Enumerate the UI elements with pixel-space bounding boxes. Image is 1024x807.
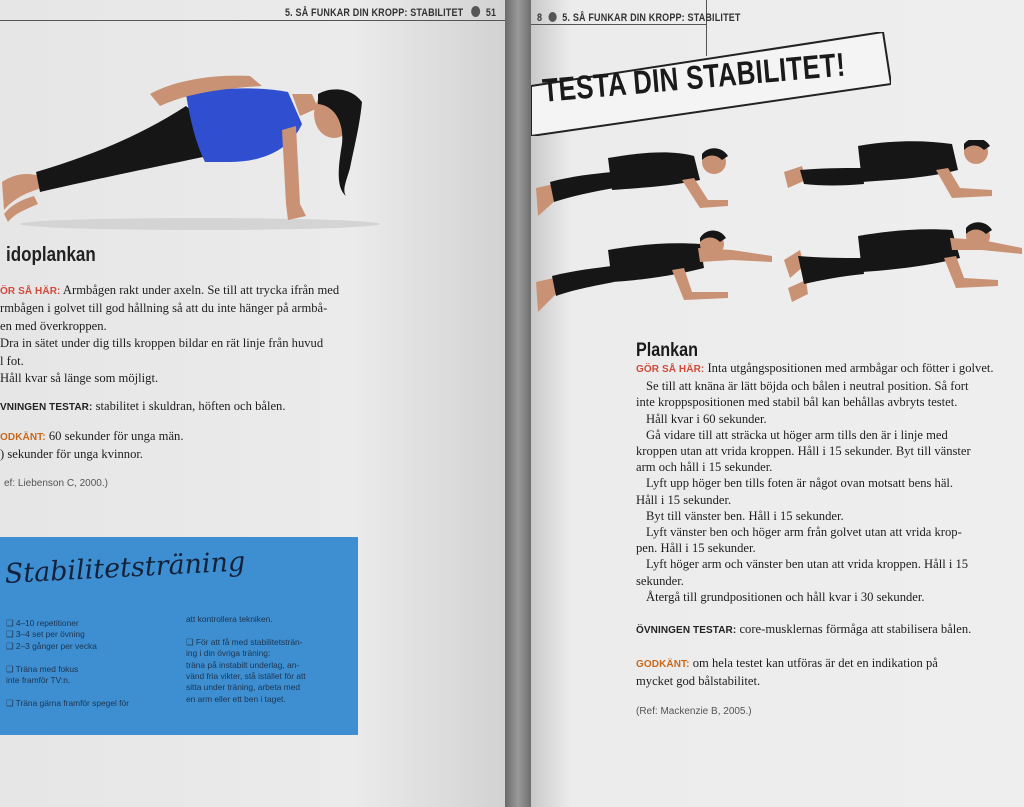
plank-figure-3	[784, 140, 992, 198]
approved-text: om hela testet kan utföras är det en indikation på	[692, 656, 938, 671]
tip-line	[186, 625, 306, 636]
how-label: GÖR SÅ HÄR:	[636, 364, 705, 375]
tip-line	[6, 652, 129, 663]
instruction-text: Inta utgångspositionen med armbågar och fötter i golvet.	[707, 361, 994, 375]
instruction-line: Byt till vänster ben. Håll i 15 sekunder.	[646, 508, 844, 523]
tip-line: ❑ 4–10 repetitioner	[6, 618, 79, 628]
running-head-right	[537, 12, 741, 24]
globe-icon	[548, 12, 556, 22]
exercise-title: Plankan	[636, 340, 698, 361]
exercise-title: idoplankan	[6, 244, 96, 266]
box-title: Stabilitetsträning	[4, 546, 247, 590]
tip-line: inte framför TV:n.	[6, 675, 71, 686]
instruction-line: Se till att knäna är lätt böjda och bålen i neutral position. Så fort	[646, 379, 969, 394]
approved-text-2: ) sekunder för unga kvinnor.	[0, 447, 144, 462]
tip-line	[6, 686, 129, 697]
tip-line: att kontrollera tekniken.	[186, 614, 273, 624]
side-plank-photo	[0, 64, 380, 234]
instructions-block	[0, 282, 339, 387]
tip-line: ❑ Träna med fokus	[6, 663, 79, 674]
instruction-line: rmbågen i golvet till god hållning så att du inte hänger på armbå-	[0, 301, 328, 316]
book-gutter	[505, 0, 531, 807]
header-rule	[531, 24, 706, 25]
running-head-left	[285, 6, 496, 19]
tests-text: stabilitet i skuldran, höften och bålen.	[95, 399, 286, 413]
running-head-text: 5. SÅ FUNKAR DIN KROPP: STABILITET	[562, 12, 741, 24]
tip-line: träna på instabilt underlag, an-	[186, 659, 300, 670]
header-rule	[0, 20, 505, 21]
how-label: ÖR SÅ HÄR:	[0, 286, 61, 297]
instruction-line: Lyft höger arm och vänster ben utan att vrida kroppen. Håll i 15	[646, 557, 969, 572]
instruction-line: Håll kvar i 60 sekunder.	[646, 411, 767, 426]
title-banner	[531, 32, 891, 136]
tests-line	[636, 621, 1020, 639]
page-title: TESTA DIN STABILITET!	[541, 45, 847, 109]
approved-text: 60 sekunder för unga män.	[48, 429, 184, 443]
approved-block	[0, 428, 184, 464]
tests-label: VNINGEN TESTAR:	[0, 402, 93, 413]
instruction-line: en med överkroppen.	[0, 318, 107, 333]
tip-line: vänd fria vikter, stå istället för att	[186, 671, 306, 682]
tip-line: ing i din övriga träning:	[186, 648, 271, 659]
training-tips-box	[0, 537, 358, 735]
approved-text-2: mycket god bålstabilitet.	[636, 674, 761, 689]
instruction-line	[636, 360, 1020, 378]
instruction-line: pen. Håll i 15 sekunder.	[636, 541, 756, 556]
tip-line: ❑ För att få med stabilitetsträn-	[186, 636, 303, 647]
instruction-line: arm och håll i 15 sekunder.	[636, 460, 773, 475]
tips-column-1	[6, 618, 129, 709]
tip-line: sitta under träning, arbeta med	[186, 682, 301, 693]
tip-line: en arm eller ett ben i taget.	[186, 693, 286, 704]
instruction-line: kroppen utan att vrida kroppen. Håll i 15 sekunder. Byt till vänster	[636, 444, 971, 459]
instruction-line: Lyft upp höger ben tills foten är något ovan motsatt bens häl.	[646, 476, 954, 491]
instruction-line: Lyft vänster ben och höger arm från golvet utan att vrida krop-	[646, 525, 962, 540]
instruction-line: l fot.	[0, 353, 24, 368]
tip-line: ❑ 2–3 gånger per vecka	[6, 640, 97, 651]
approved-label: GODKÄNT:	[636, 659, 690, 671]
tip-line: ❑ 3–4 set per övning	[6, 629, 85, 640]
instruction-line: Håll i 15 sekunder.	[636, 492, 732, 507]
page-number: 51	[485, 7, 497, 19]
plank-figure-2	[536, 231, 772, 313]
instruction-line	[0, 282, 339, 300]
left-page	[0, 0, 505, 807]
plank-figure-4	[784, 222, 1022, 302]
instruction-line: inte kroppspositionen med stabil bål kan behållas avbryts testet.	[636, 395, 958, 410]
globe-icon	[471, 6, 480, 17]
instruction-line: Dra in sätet under dig tills kroppen bildar en rät linje från huvud	[0, 336, 324, 351]
instruction-line: Håll kvar så länge som möjligt.	[0, 371, 159, 386]
instruction-text: Armbågen rakt under axeln. Se till att trycka ifrån med	[62, 283, 340, 297]
reference: (Ref: Mackenzie B, 2005.)	[636, 705, 752, 717]
tips-column-2	[186, 614, 306, 705]
tip-line: ❑ Träna gärna framför spegel för	[6, 697, 129, 708]
reference: ef: Liebenson C, 2000.)	[4, 478, 108, 489]
instruction-line: Gå vidare till att sträcka ut höger arm tills den är i linje med	[646, 427, 948, 442]
tests-label: ÖVNINGEN TESTAR:	[636, 625, 737, 637]
tests-text: core-musklernas förmåga att stabilisera bålen.	[739, 622, 972, 637]
plank-variations-photo	[532, 140, 1022, 320]
approved-label: ODKÄNT:	[0, 432, 46, 443]
instructions-block	[636, 360, 1020, 720]
page-number: 8	[537, 12, 543, 24]
tests-line	[0, 398, 286, 416]
running-head-text: 5. SÅ FUNKAR DIN KROPP: STABILITET	[285, 7, 464, 19]
plank-figure-1	[536, 148, 728, 216]
instruction-line: sekunder.	[636, 573, 684, 588]
approved-line	[636, 655, 1020, 673]
instruction-line: Återgå till grundpositionen och håll kvar i 30 sekunder.	[646, 589, 925, 604]
